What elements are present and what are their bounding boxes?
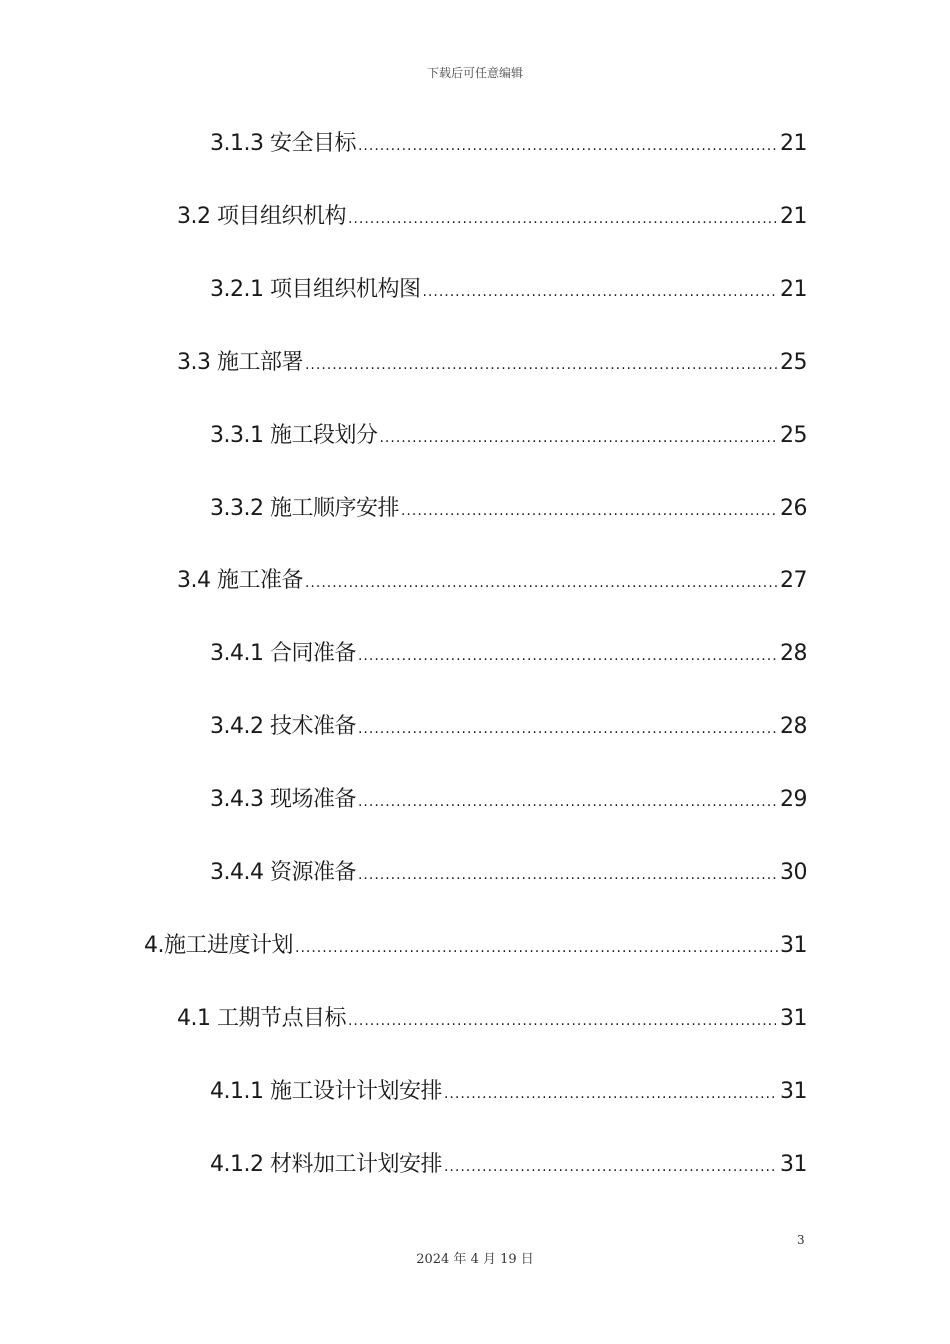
toc-entry-label: 3.4.1 合同准备 — [210, 641, 356, 667]
toc-entry-page-number: 28 — [780, 641, 807, 667]
toc-dot-leader — [444, 1159, 778, 1175]
toc-dot-leader — [358, 138, 778, 154]
toc-entry-page-number: 29 — [780, 787, 807, 813]
toc-entry[interactable] — [210, 1074, 807, 1114]
toc-entry-page-number: 21 — [780, 131, 807, 156]
toc-entry-label: 3.4.2 技术准备 — [210, 714, 356, 740]
toc-entry-page-number: 25 — [780, 349, 807, 375]
toc-entry[interactable] — [177, 1001, 807, 1041]
toc-entry-page-number: 28 — [780, 714, 807, 740]
toc-entry-page-number: 25 — [780, 422, 807, 448]
toc-entry-label: 3.4 施工准备 — [177, 568, 303, 594]
toc-entry-label: 3.4.4 资源准备 — [210, 860, 356, 885]
toc-entry-label: 3.4.3 现场准备 — [210, 787, 356, 813]
toc-dot-leader — [379, 430, 778, 446]
toc-entry-label: 3.2 项目组织机构 — [177, 203, 346, 229]
toc-dot-leader — [444, 1086, 778, 1102]
toc-entry-label: 3.3 施工部署 — [177, 349, 303, 375]
toc-entry[interactable] — [210, 1147, 807, 1187]
toc-entry-page-number: 31 — [780, 1005, 807, 1031]
toc-entry-label: 3.3.2 施工顺序安排 — [210, 495, 399, 521]
toc-entry-page-number: 31 — [780, 1151, 807, 1177]
toc-entry-label: 3.3.1 施工段划分 — [210, 422, 378, 448]
toc-dot-leader — [358, 867, 778, 883]
toc-entry-label: 4.1 工期节点目标 — [177, 1005, 346, 1031]
footer-date: 2024 年 4 月 19 日 — [416, 1252, 534, 1267]
toc-entry[interactable] — [144, 928, 807, 968]
toc-entry-label: 3.1.3 安全目标 — [210, 131, 356, 156]
toc-entry-page-number: 21 — [780, 276, 807, 302]
toc-entry-page-number: 31 — [780, 932, 807, 958]
toc-entry-label: 4.1.2 材料加工计划安排 — [210, 1151, 442, 1177]
toc-entry[interactable] — [210, 782, 807, 822]
toc-entry[interactable] — [210, 272, 807, 312]
toc-entry[interactable] — [210, 418, 807, 458]
toc-entry-label: 3.2.1 项目组织机构图 — [210, 276, 421, 302]
toc-dot-leader — [422, 284, 778, 300]
toc-entry[interactable] — [210, 855, 807, 895]
toc-dot-leader — [348, 1013, 778, 1029]
toc-dot-leader — [358, 794, 778, 810]
toc-dot-leader — [348, 211, 778, 227]
toc-entry[interactable] — [210, 636, 807, 676]
header-note: 下载后可任意编辑 — [426, 66, 523, 80]
toc-entry[interactable] — [210, 126, 807, 166]
toc-dot-leader — [401, 503, 778, 519]
toc-entry[interactable] — [210, 491, 807, 531]
toc-dot-leader — [305, 575, 778, 591]
toc-dot-leader — [358, 648, 778, 664]
page-number: 3 — [797, 1233, 805, 1247]
toc-dot-leader — [295, 940, 778, 956]
toc-entry-page-number: 21 — [780, 203, 807, 229]
toc-dot-leader — [358, 721, 778, 737]
toc-entry-page-number: 27 — [780, 568, 807, 594]
toc-entry-label: 4.1.1 施工设计计划安排 — [210, 1078, 442, 1104]
toc-entry[interactable] — [177, 563, 807, 603]
toc-entry-page-number: 31 — [780, 1078, 807, 1104]
toc-entry[interactable] — [177, 199, 807, 239]
toc-dot-leader — [305, 357, 778, 373]
toc-entry[interactable] — [177, 345, 807, 385]
toc-entry-page-number: 30 — [780, 860, 807, 885]
toc-entry-page-number: 26 — [780, 495, 807, 521]
toc-entry[interactable] — [210, 709, 807, 749]
toc-entry-label: 4.施工进度计划 — [144, 932, 293, 958]
